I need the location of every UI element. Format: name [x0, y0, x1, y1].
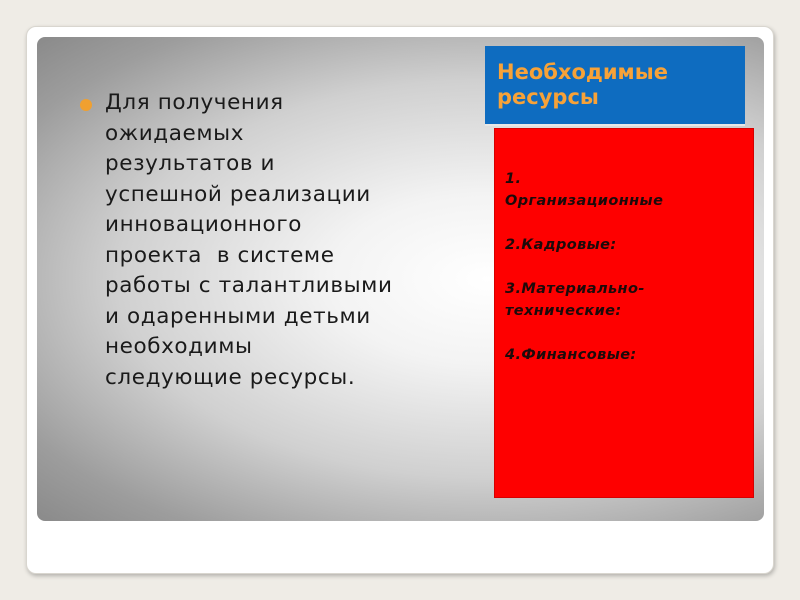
resource-item-line: Организационные	[505, 193, 664, 209]
resources-title-box	[485, 46, 745, 126]
resource-item-personnel	[505, 234, 745, 256]
body-line: следующие ресурсы.	[105, 364, 356, 390]
resources-title-line: Необходимые	[497, 60, 668, 84]
resource-item-material-technical	[505, 278, 745, 322]
resource-item-line: 3.Материально-	[505, 281, 645, 297]
body-line: и одаренными детьми	[105, 303, 371, 329]
body-line: инновационного	[105, 212, 302, 237]
body-line: результатов и	[105, 151, 276, 176]
resource-item-line: технические:	[505, 303, 622, 319]
resource-item-organizational	[505, 168, 745, 212]
body-line: успешной реализации	[105, 181, 371, 207]
resource-item-line: 2.Кадровые:	[505, 237, 617, 253]
resources-title-line: ресурсы	[497, 85, 599, 109]
bullet-circle-icon	[80, 99, 92, 111]
body-line: ожидаемых	[105, 120, 245, 146]
resource-item-line: 1.	[505, 171, 522, 187]
resource-item-line: 4.Финансовые:	[505, 347, 637, 363]
resources-title	[497, 60, 717, 110]
body-line: проекта в системе	[105, 242, 335, 268]
body-line: работы с талантливыми	[105, 273, 393, 298]
body-line: необходимы	[105, 334, 253, 359]
body-line: Для получения	[105, 90, 284, 115]
resources-list-box	[494, 128, 754, 498]
resource-item-financial	[505, 344, 745, 366]
bullet-paragraph	[105, 88, 475, 393]
